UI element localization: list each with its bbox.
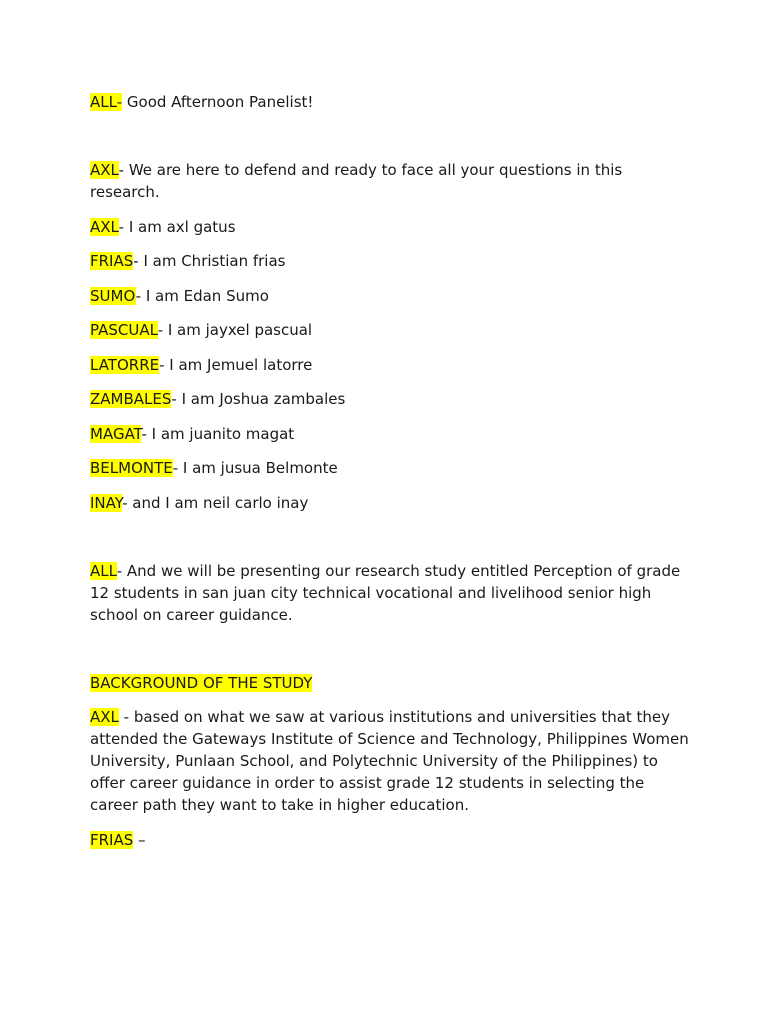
line-text: - I am Joshua zambales [171, 390, 346, 408]
line-axl-background [90, 706, 690, 816]
line-text: Good Afternoon Panelist! [122, 93, 314, 111]
speaker-label: ALL- [90, 93, 123, 111]
speaker-label: FRIAS [90, 252, 134, 270]
line-zambales-name [90, 388, 690, 410]
line-frias-continued [90, 829, 690, 851]
line-text: - I am Edan Sumo [135, 286, 269, 305]
line-frias-name [90, 250, 690, 272]
section-heading-label: BACKGROUND OF THE STUDY [90, 673, 313, 692]
line-text: - I am axl gatus [118, 217, 236, 236]
speaker-label: ALL [90, 561, 117, 580]
line-text: - and I am neil carlo inay [122, 493, 309, 512]
speaker-label: AXL [90, 217, 119, 236]
speaker-label: AXL [90, 161, 119, 179]
line-text: - I am Jemuel latorre [159, 355, 313, 374]
line-text: - We are here to defend and ready to face all your questions in this research. [90, 161, 623, 201]
line-all-greeting [90, 91, 690, 113]
line-text: - I am jusua Belmonte [172, 459, 338, 477]
line-text: – [133, 830, 146, 849]
speaker-label: LATORRE [90, 355, 160, 374]
line-text: - I am jayxel pascual [157, 321, 313, 339]
document-page [90, 91, 690, 851]
speaker-label: BELMONTE [90, 459, 173, 477]
speaker-label: PASCUAL [90, 321, 158, 339]
speaker-label: ZAMBALES [90, 390, 172, 408]
speaker-label: SUMO [90, 286, 136, 305]
line-belmonte-name [90, 457, 690, 479]
line-pascual-name [90, 319, 690, 341]
speaker-label: FRIAS [90, 830, 134, 849]
line-text: - I am juanito magat [141, 424, 295, 443]
section-heading-background [90, 672, 690, 694]
line-text: - I am Christian frias [133, 252, 286, 270]
line-magat-name [90, 423, 690, 445]
line-latorre-name [90, 354, 690, 376]
line-sumo-name [90, 285, 690, 307]
speaker-label: INAY [90, 493, 123, 512]
line-all-study-title [90, 560, 690, 626]
line-axl-name [90, 216, 690, 238]
speaker-label: AXL [90, 708, 119, 726]
line-inay-name [90, 492, 690, 514]
line-axl-intro [90, 159, 690, 203]
line-text: - And we will be presenting our research study entitled Perception of grade 12 students in san juan city technical vocational and livelihood senior high school on career guidance. [90, 561, 681, 624]
speaker-label: MAGAT [90, 424, 142, 443]
line-text: - based on what we saw at various institutions and universities that they attended the Gateways Institute of Science and Technology, Philippines Women University, Punlaan School, and Polytechnic University of the Philippines) to offer career guidance in order to assist grade 12 students in selecting the career path they want to take in higher education. [90, 708, 689, 814]
